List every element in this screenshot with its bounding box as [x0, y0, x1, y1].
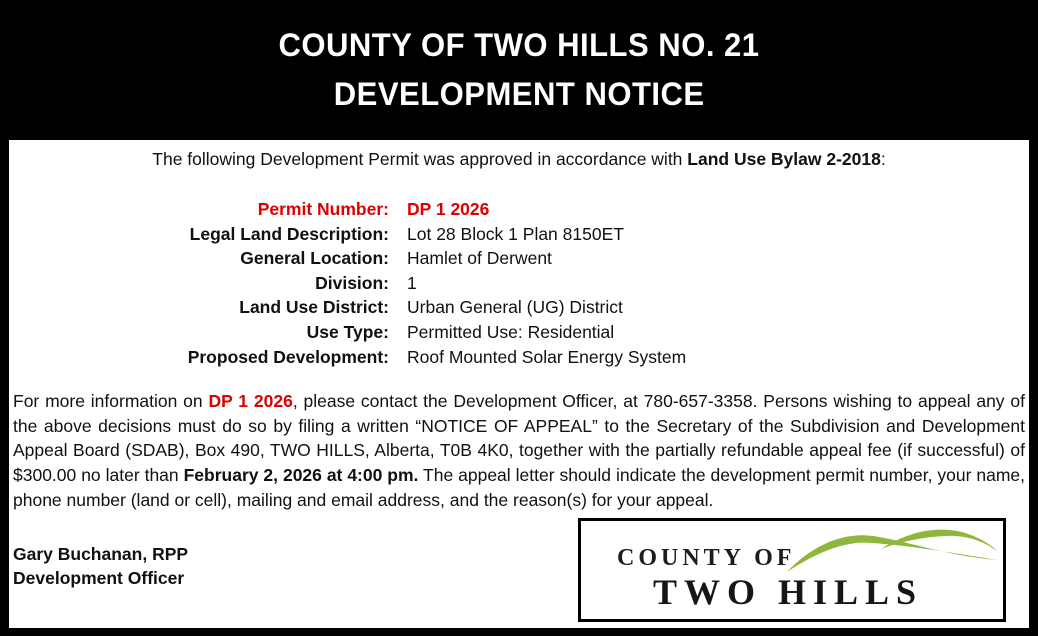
detail-row-division	[13, 271, 1025, 296]
detail-row-general-location	[13, 246, 1025, 271]
appeal-part3: The appeal letter should indicate the development permit number, your name, phone number (land or cell), mailing and email address, and the reason(s) for your appeal.	[13, 464, 1025, 510]
intro-prefix: The following Development Permit was approved in accordance with	[152, 149, 688, 169]
logo-two-hills-text: TWO HILLS	[653, 572, 924, 612]
detail-row-land-use-district	[13, 295, 1025, 320]
county-logo	[578, 518, 1006, 622]
appeal-paragraph	[13, 389, 1025, 512]
detail-label: Proposed Development:	[187, 346, 389, 367]
appeal-part1: For more information on	[13, 391, 209, 412]
detail-value: Urban General (UG) District	[407, 297, 623, 318]
permit-number-ref: DP 1 2026	[208, 391, 293, 412]
county-title: COUNTY OF TWO HILLS NO. 21	[278, 27, 760, 63]
two-hills-icon	[785, 526, 999, 576]
detail-label: General Location:	[240, 248, 389, 269]
logo-county-of-text: COUNTY OF	[617, 545, 796, 571]
signature-title: Development Officer	[13, 568, 185, 589]
detail-value: Hamlet of Derwent	[407, 248, 552, 269]
detail-row-permit-number	[13, 197, 1025, 222]
intro-suffix: :	[880, 149, 886, 169]
detail-value: DP 1 2026	[407, 199, 490, 219]
detail-row-use-type	[13, 320, 1025, 345]
detail-label: Permit Number:	[257, 199, 389, 219]
detail-label: Division:	[315, 272, 389, 293]
intro-line	[13, 147, 1025, 171]
detail-value: Lot 28 Block 1 Plan 8150ET	[407, 223, 624, 244]
detail-row-legal-land	[13, 222, 1025, 247]
detail-value: 1	[407, 272, 417, 293]
detail-label: Land Use District:	[239, 297, 389, 318]
signature-name: Gary Buchanan, RPP	[13, 544, 189, 565]
notice-title: DEVELOPMENT NOTICE	[333, 76, 705, 112]
detail-value: Permitted Use: Residential	[407, 321, 615, 342]
header-band	[0, 0, 1038, 140]
detail-label: Legal Land Description:	[189, 223, 389, 244]
detail-row-proposed-development	[13, 345, 1025, 370]
appeal-part2: , please contact the Development Officer, at 780-657-3358. Persons wishing to appeal any of the above decisions must do so by filing a written “NOTICE OF APPEAL” to the Secretary of the Subdivision and Development Appeal Board (SDAB), Box 490, TWO HILLS, Alberta, T0B 4K0, together with the partially refundable appeal fee (if successful) of $300.00 no later than	[13, 391, 1025, 485]
detail-label: Use Type:	[306, 321, 389, 342]
detail-value: Roof Mounted Solar Energy System	[407, 346, 687, 367]
bylaw-reference: Land Use Bylaw 2-2018	[687, 149, 881, 169]
appeal-deadline: February 2, 2026 at 4:00 pm.	[183, 464, 419, 485]
permit-details-table	[13, 197, 1025, 369]
